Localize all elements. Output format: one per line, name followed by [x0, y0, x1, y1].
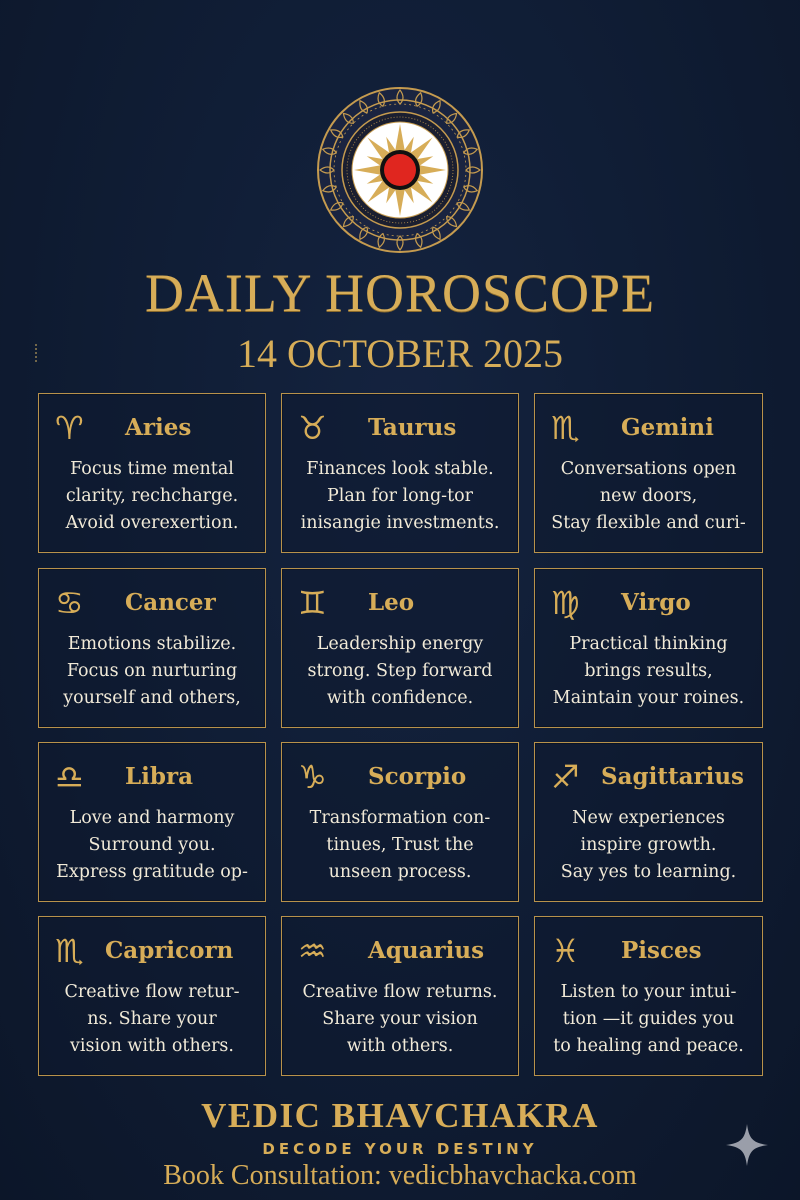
horoscope-line: Listen to your intui- — [560, 982, 737, 1002]
horoscope-text — [290, 631, 510, 712]
horoscope-line: clarity, rechcharge. — [65, 486, 239, 506]
taurus-icon: ♉ — [298, 409, 327, 447]
horoscope-line: Love and harmony — [69, 808, 235, 828]
sign-name: Aquarius — [368, 937, 485, 964]
horoscope-text — [290, 979, 510, 1060]
sign-name: Taurus — [368, 414, 457, 441]
horoscope-line: strong. Step forward — [307, 661, 493, 681]
cancer-icon: ♋ — [55, 584, 84, 622]
horoscope-line: Share your vision — [322, 1009, 478, 1029]
card-header — [535, 931, 762, 971]
zodiac-card-sagittarius — [534, 742, 763, 902]
horoscope-line: with others. — [346, 1036, 454, 1056]
horoscope-line: Creative flow retur- — [64, 982, 240, 1002]
horoscope-text — [290, 456, 510, 537]
zodiac-card-aries — [38, 393, 266, 553]
horoscope-line: inspire growth. — [580, 835, 717, 855]
horoscope-text — [47, 456, 257, 537]
sign-name: Aries — [125, 414, 192, 441]
horoscope-line: with confidence. — [326, 688, 474, 708]
horoscope-line: vision with others. — [70, 1036, 234, 1056]
horoscope-text — [290, 805, 510, 886]
horoscope-line: yourself and others, — [63, 688, 241, 708]
horoscope-line: Emotions stabilize. — [67, 634, 237, 654]
zodiac-card-virgo — [534, 568, 763, 728]
horoscope-line: tion —it guides you — [562, 1009, 735, 1029]
virgo-icon: ♍ — [551, 584, 580, 622]
horoscope-line: new doors, — [599, 486, 698, 506]
zodiac-card-leo — [281, 568, 519, 728]
sparkle-icon — [724, 1122, 770, 1168]
card-header — [282, 931, 518, 971]
aquarius-icon: ♒ — [298, 932, 327, 970]
horoscope-text — [543, 456, 754, 537]
horoscope-line: Avoid overexertion. — [65, 513, 239, 533]
card-header — [39, 931, 265, 971]
scorpio-glyph-icon: ♏ — [55, 932, 84, 970]
consultation-link[interactable]: Book Consultation: vedicbhavchacka.com — [163, 1160, 637, 1191]
gemini-glyph-icon: ♊ — [298, 584, 327, 622]
horoscope-text — [47, 805, 257, 886]
zodiac-card-gemini — [534, 393, 763, 553]
horoscope-line: Creative flow returns. — [302, 982, 498, 1002]
card-header — [535, 583, 762, 623]
horoscope-line: tinues, Trust the — [326, 835, 474, 855]
scorpio-glyph-icon: ♏ — [551, 409, 580, 447]
horoscope-text — [47, 979, 257, 1060]
horoscope-line: unseen process. — [328, 862, 472, 882]
horoscope-line: to healing and peace. — [553, 1036, 744, 1056]
sign-name: Sagittarius — [601, 763, 745, 790]
card-header — [39, 408, 265, 448]
zodiac-card-scorpio — [281, 742, 519, 902]
horoscope-line: Stay flexible and curi- — [551, 513, 746, 533]
zodiac-card-pisces — [534, 916, 763, 1076]
sign-name: Scorpio — [368, 763, 467, 790]
sign-name: Virgo — [621, 589, 691, 616]
card-header — [39, 583, 265, 623]
sign-name: Capricorn — [105, 937, 234, 964]
card-header — [39, 757, 265, 797]
horoscope-line: Transformation con- — [309, 808, 491, 828]
zodiac-card-libra — [38, 742, 266, 902]
pisces-icon: ♓ — [551, 932, 580, 970]
horoscope-line: Surround you. — [88, 835, 216, 855]
capricorn-glyph-icon: ♑ — [298, 758, 327, 796]
horoscope-text — [543, 805, 754, 886]
horoscope-line: Practical thinking — [569, 634, 728, 654]
card-header — [282, 408, 518, 448]
horoscope-line: Maintain your roines. — [552, 688, 745, 708]
horoscope-line: Plan for long-tor — [326, 486, 474, 506]
brand-name: VEDIC BHAVCHAKRA — [201, 1096, 599, 1135]
sign-name: Leo — [368, 589, 415, 616]
libra-icon: ♎ — [55, 758, 84, 796]
horoscope-text — [543, 631, 754, 712]
horoscope-line: Say yes to learning. — [560, 862, 737, 882]
zodiac-card-aquarius — [281, 916, 519, 1076]
sagittarius-icon: ♐ — [551, 758, 580, 796]
zodiac-card-taurus — [281, 393, 519, 553]
sign-name: Libra — [125, 763, 194, 790]
card-header — [282, 583, 518, 623]
horoscope-line: ns. Share your — [87, 1009, 217, 1029]
horoscope-line: Focus time mental — [70, 459, 234, 479]
horoscope-line: Express gratitude op- — [56, 862, 248, 882]
aries-icon: ♈ — [55, 409, 84, 447]
horoscope-line: brings results, — [584, 661, 713, 681]
horoscope-text — [47, 631, 257, 712]
card-header — [535, 408, 762, 448]
zodiac-card-capricorn — [38, 916, 266, 1076]
brand-tagline: DECODE YOUR DESTINY — [262, 1140, 538, 1158]
card-header — [282, 757, 518, 797]
sign-name: Cancer — [125, 589, 216, 616]
zodiac-card-cancer — [38, 568, 266, 728]
horoscope-line: inisangie investments. — [300, 513, 500, 533]
horoscope-text — [543, 979, 754, 1060]
horoscope-line: Focus on nurturing — [66, 661, 238, 681]
horoscope-line: New experiences — [572, 808, 725, 828]
horoscope-line: Leadership energy — [316, 634, 484, 654]
horoscope-line: Conversations open — [560, 459, 737, 479]
card-header — [535, 757, 762, 797]
sign-name: Pisces — [621, 937, 702, 964]
horoscope-date: 14 OCTOBER 2025 — [237, 331, 563, 376]
page-title: DAILY HOROSCOPE — [144, 263, 656, 323]
horoscope-line: Finances look stable. — [306, 459, 494, 479]
sign-name: Gemini — [621, 414, 714, 441]
